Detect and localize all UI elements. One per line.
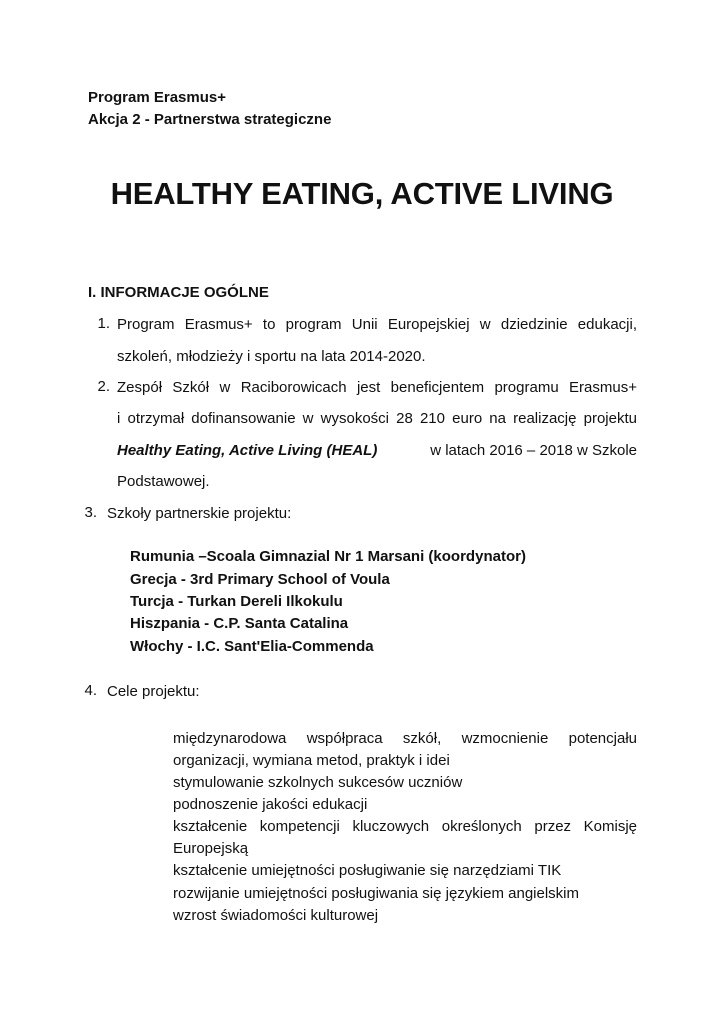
program-name: Program Erasmus+ <box>88 89 226 106</box>
partner-spain: Hiszpania - C.P. Santa Catalina <box>130 615 349 632</box>
partner-italy: Włochy - I.C. Sant'Elia-Commenda <box>130 638 374 655</box>
goal-4-line-2: Europejską <box>173 840 249 857</box>
item-2-line-2: i otrzymał dofinansowanie w wysokości 28 210 euro na realizację projektu <box>117 410 637 427</box>
goal-7: wzrost świadomości kulturowej <box>173 907 379 924</box>
goal-3: podnoszenie jakości edukacji <box>173 796 368 813</box>
partner-romania: Rumunia –Scoala Gimnazial Nr 1 Marsani (koordynator) <box>130 548 526 565</box>
item-3-label: Szkoły partnerskie projektu: <box>107 505 292 522</box>
goal-4-line-1: kształcenie kompetencji kluczowych określonych przez Komisję <box>173 818 637 835</box>
item-3-number: 3. <box>84 504 97 521</box>
item-1-line-1: Program Erasmus+ to program Unii Europejskiej w dziedzinie edukacji, <box>117 316 637 333</box>
partner-turkey: Turcja - Turkan Dereli Ilkokulu <box>130 593 343 610</box>
item-4-number: 4. <box>84 682 97 699</box>
goal-5: kształcenie umiejętności posługiwanie się narzędziami TIK <box>173 862 562 879</box>
action-name: Akcja 2 - Partnerstwa strategiczne <box>88 111 332 128</box>
item-1-line-2: szkoleń, młodzieży i sportu na lata 2014-2020. <box>117 348 426 365</box>
item-2-number: 2. <box>97 378 110 395</box>
document-title: HEALTHY EATING, ACTIVE LIVING <box>110 176 614 211</box>
goal-6: rozwijanie umiejętności posługiwania się językiem angielskim <box>173 885 580 902</box>
partner-greece: Grecja - 3rd Primary School of Voula <box>130 571 390 588</box>
item-2-line-1: Zespół Szkół w Raciborowicach jest beneficjentem programu Erasmus+ <box>117 379 637 396</box>
item-2-line-3-rest: w latach 2016 – 2018 w Szkole <box>426 442 637 459</box>
section-heading: I. INFORMACJE OGÓLNE <box>88 284 269 301</box>
goal-1-line-2: organizacji, wymiana metod, praktyk i idei <box>173 752 450 769</box>
goal-1-line-1: międzynarodowa współpraca szkół, wzmocnienie potencjału <box>173 730 637 747</box>
item-2-line-3 <box>117 441 637 461</box>
item-4-label: Cele projektu: <box>107 683 200 700</box>
item-2-line-4: Podstawowej. <box>117 473 210 490</box>
item-1-number: 1. <box>97 315 110 332</box>
project-name: Healthy Eating, Active Living (HEAL) <box>117 442 378 459</box>
goal-2: stymulowanie szkolnych sukcesów uczniów <box>173 774 463 791</box>
